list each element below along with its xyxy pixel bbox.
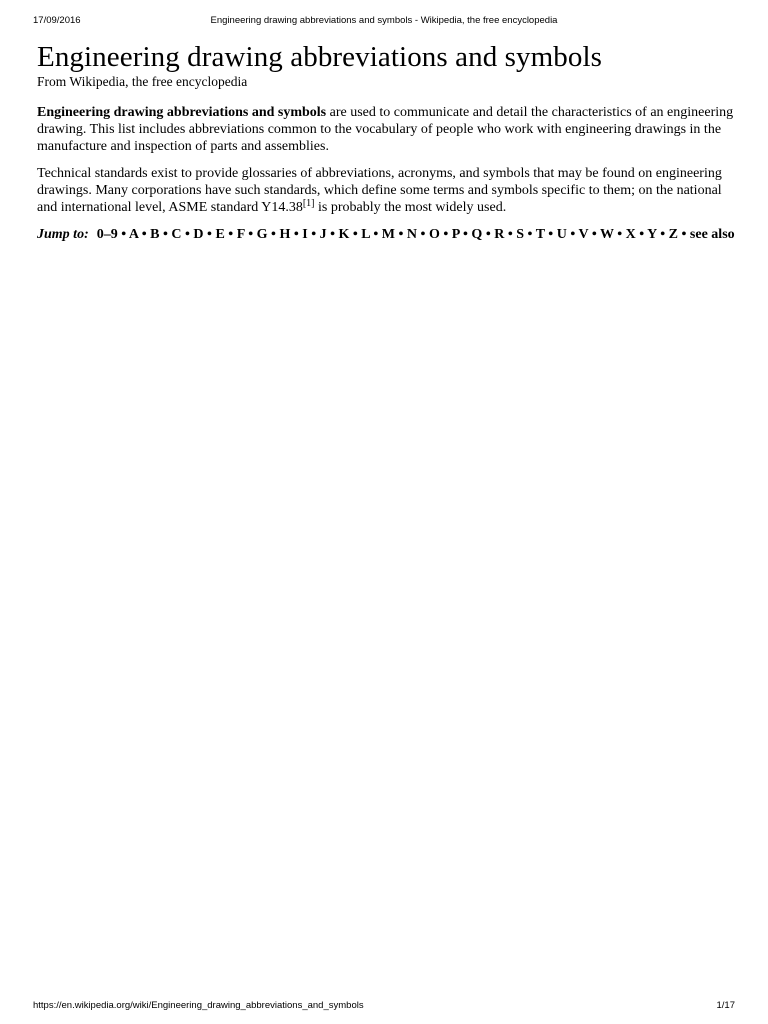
jump-link-r[interactable]: R — [494, 227, 505, 242]
jump-separator: • — [326, 227, 339, 242]
jump-separator: • — [159, 227, 172, 242]
jump-link-a[interactable]: A — [128, 227, 139, 242]
jump-link-m[interactable]: M — [381, 227, 395, 242]
jump-separator: • — [588, 227, 600, 242]
jump-link-q[interactable]: Q — [471, 227, 483, 242]
jump-separator: • — [224, 227, 237, 242]
jump-to-label: Jump to: — [37, 227, 89, 242]
jump-link-j[interactable]: J — [319, 227, 327, 242]
jump-link-z[interactable]: Z — [668, 227, 679, 242]
print-url: https://en.wikipedia.org/wiki/Engineering_drawing_abbreviations_and_symbols — [33, 1000, 364, 1011]
jump-link-u[interactable]: U — [556, 227, 567, 242]
jump-separator: • — [613, 227, 626, 242]
jump-separator: • — [181, 227, 194, 242]
standards-text: Technical standards exist to provide glossaries of abbreviations, acronyms, and symbols that may be found on engineering drawings. Many corporations have such standards, which define some terms and symbols specific to them; on the national and international level, ASME standard Y14.38 — [37, 166, 722, 215]
jump-link-x[interactable]: X — [625, 227, 636, 242]
jump-link-b[interactable]: B — [150, 227, 160, 242]
standards-text-end: is probably the most widely used. — [314, 200, 507, 215]
jump-to-nav — [37, 226, 737, 243]
intro-bold-term: Engineering drawing abbreviations and symbols — [37, 105, 327, 120]
print-page-title: Engineering drawing abbreviations and symbols - Wikipedia, the free encyclopedia — [210, 15, 558, 26]
jump-link-w[interactable]: W — [600, 227, 614, 242]
intro-text: are used to communicate and detail the characteristics of an engineering drawing. This list includes abbreviations common to the vocabulary of people who work with engineering drawings in the manufacture and inspection of parts and assemblies. — [37, 105, 734, 154]
jump-link-y[interactable]: Y — [647, 227, 657, 242]
jump-link-o[interactable]: O — [428, 227, 440, 242]
standards-paragraph — [37, 165, 737, 216]
jump-link-v[interactable]: V — [578, 227, 589, 242]
jump-separator: • — [369, 227, 382, 242]
jump-separator: • — [417, 227, 429, 242]
page-title: Engineering drawing abbreviations and symbols — [37, 41, 603, 73]
jump-link-s[interactable]: S — [516, 227, 525, 242]
jump-separator: • — [117, 227, 129, 242]
jump-separator: • — [656, 227, 669, 242]
page-number: 1/17 — [716, 1000, 735, 1011]
jump-link-f[interactable]: F — [236, 227, 245, 242]
jump-separator: • — [290, 227, 303, 242]
jump-separator: • — [244, 227, 257, 242]
print-date: 17/09/2016 — [33, 15, 81, 26]
jump-separator: • — [459, 227, 472, 242]
jump-link-g[interactable]: G — [256, 227, 268, 242]
jump-link-n[interactable]: N — [406, 227, 418, 242]
jump-separator: • — [307, 227, 320, 242]
article-content — [37, 40, 737, 243]
jump-link-e[interactable]: E — [215, 227, 225, 242]
jump-separator: • — [504, 227, 517, 242]
jump-separator: • — [439, 227, 452, 242]
jump-separator: • — [138, 227, 151, 242]
jump-separator: • — [524, 227, 536, 242]
jump-link-k[interactable]: K — [338, 227, 350, 242]
jump-link-0-9[interactable]: 0–9 — [96, 227, 118, 242]
jump-to-links — [97, 227, 735, 242]
jump-link-i[interactable]: I — [302, 227, 308, 242]
jump-link-see-also[interactable]: see also — [689, 227, 735, 242]
jump-separator: • — [544, 227, 557, 242]
jump-separator: • — [349, 227, 362, 242]
jump-separator: • — [395, 227, 407, 242]
jump-separator: • — [267, 227, 280, 242]
jump-separator: • — [566, 227, 579, 242]
page-subtitle: From Wikipedia, the free encyclopedia — [37, 74, 248, 89]
jump-link-p[interactable]: P — [451, 227, 460, 242]
jump-link-t[interactable]: T — [535, 227, 545, 242]
jump-link-c[interactable]: C — [171, 227, 182, 242]
jump-separator: • — [635, 227, 648, 242]
jump-separator: • — [203, 227, 216, 242]
intro-paragraph — [37, 104, 737, 155]
print-header — [33, 15, 735, 29]
print-footer — [33, 1000, 735, 1014]
jump-separator: • — [482, 227, 495, 242]
reference-link[interactable]: [1] — [302, 198, 315, 209]
jump-link-d[interactable]: D — [193, 227, 204, 242]
jump-link-h[interactable]: H — [279, 227, 291, 242]
jump-link-l[interactable]: L — [361, 227, 370, 242]
jump-separator: • — [678, 227, 690, 242]
